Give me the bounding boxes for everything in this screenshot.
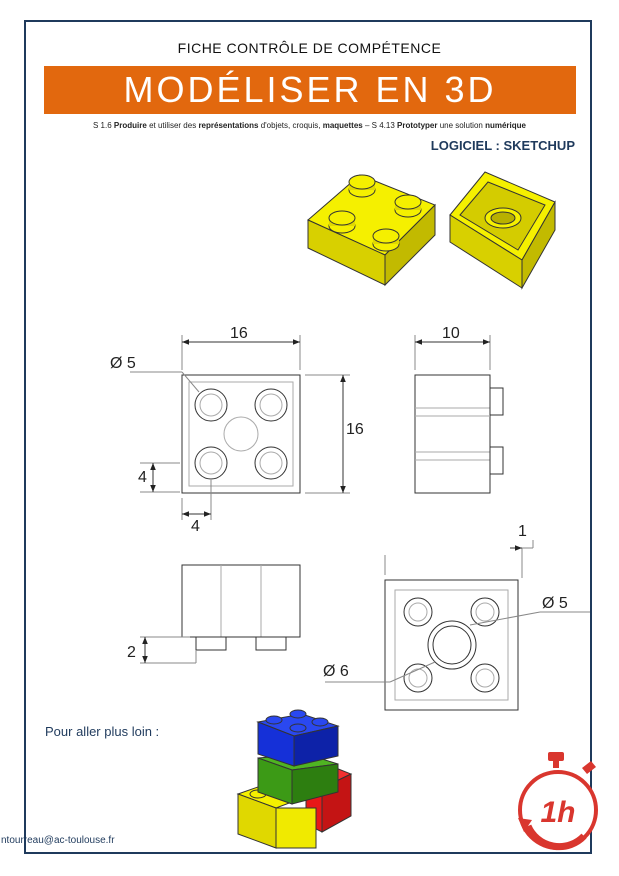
skill-text-1: et utiliser des [149, 121, 197, 130]
dim-stud-offset-y: 4 [138, 469, 147, 486]
dim-top-width: 16 [230, 325, 248, 342]
software-label: LOGICIEL : SKETCHUP [430, 138, 575, 153]
author-email: ntourreau@ac-toulouse.fr [1, 835, 115, 846]
dim-top-height: 16 [346, 421, 364, 438]
skill-text-3: – S 4.13 [364, 121, 395, 130]
skill-text-4: une solution [439, 121, 483, 130]
dim-bottom-inner: Ø 5 [542, 595, 568, 612]
skill-text-2: d'objets, croquis, [260, 121, 321, 130]
skill-bold-4: Prototyper [397, 121, 438, 130]
skill-bold-1: Produire [113, 121, 147, 130]
title-banner: MODÉLISER EN 3D [44, 66, 576, 114]
brick-3d-illustration [300, 160, 560, 295]
skill-bold-2: représentations [198, 121, 259, 130]
timer-icon [512, 752, 600, 852]
dim-stud-diameter: Ø 5 [110, 355, 136, 372]
skill-bold-5: numérique [485, 121, 526, 130]
skills-line [0, 121, 619, 130]
dim-side-width: 10 [442, 325, 460, 342]
stacked-bricks-illustration [236, 708, 356, 856]
timer-label: 1h [540, 796, 576, 829]
dim-stud-offset-x: 4 [191, 518, 200, 535]
technical-drawing [100, 320, 600, 720]
dim-wall: 1 [518, 523, 527, 540]
sheet-subtitle: FICHE CONTRÔLE DE COMPÉTENCE [177, 40, 442, 56]
skill-bold-3: maquettes [322, 121, 363, 130]
dim-stud-height: 2 [127, 644, 136, 661]
go-further-label: Pour aller plus loin : [45, 724, 160, 739]
dim-bottom-outer: Ø 6 [323, 663, 349, 680]
skill-code: S 1.6 [93, 121, 112, 130]
